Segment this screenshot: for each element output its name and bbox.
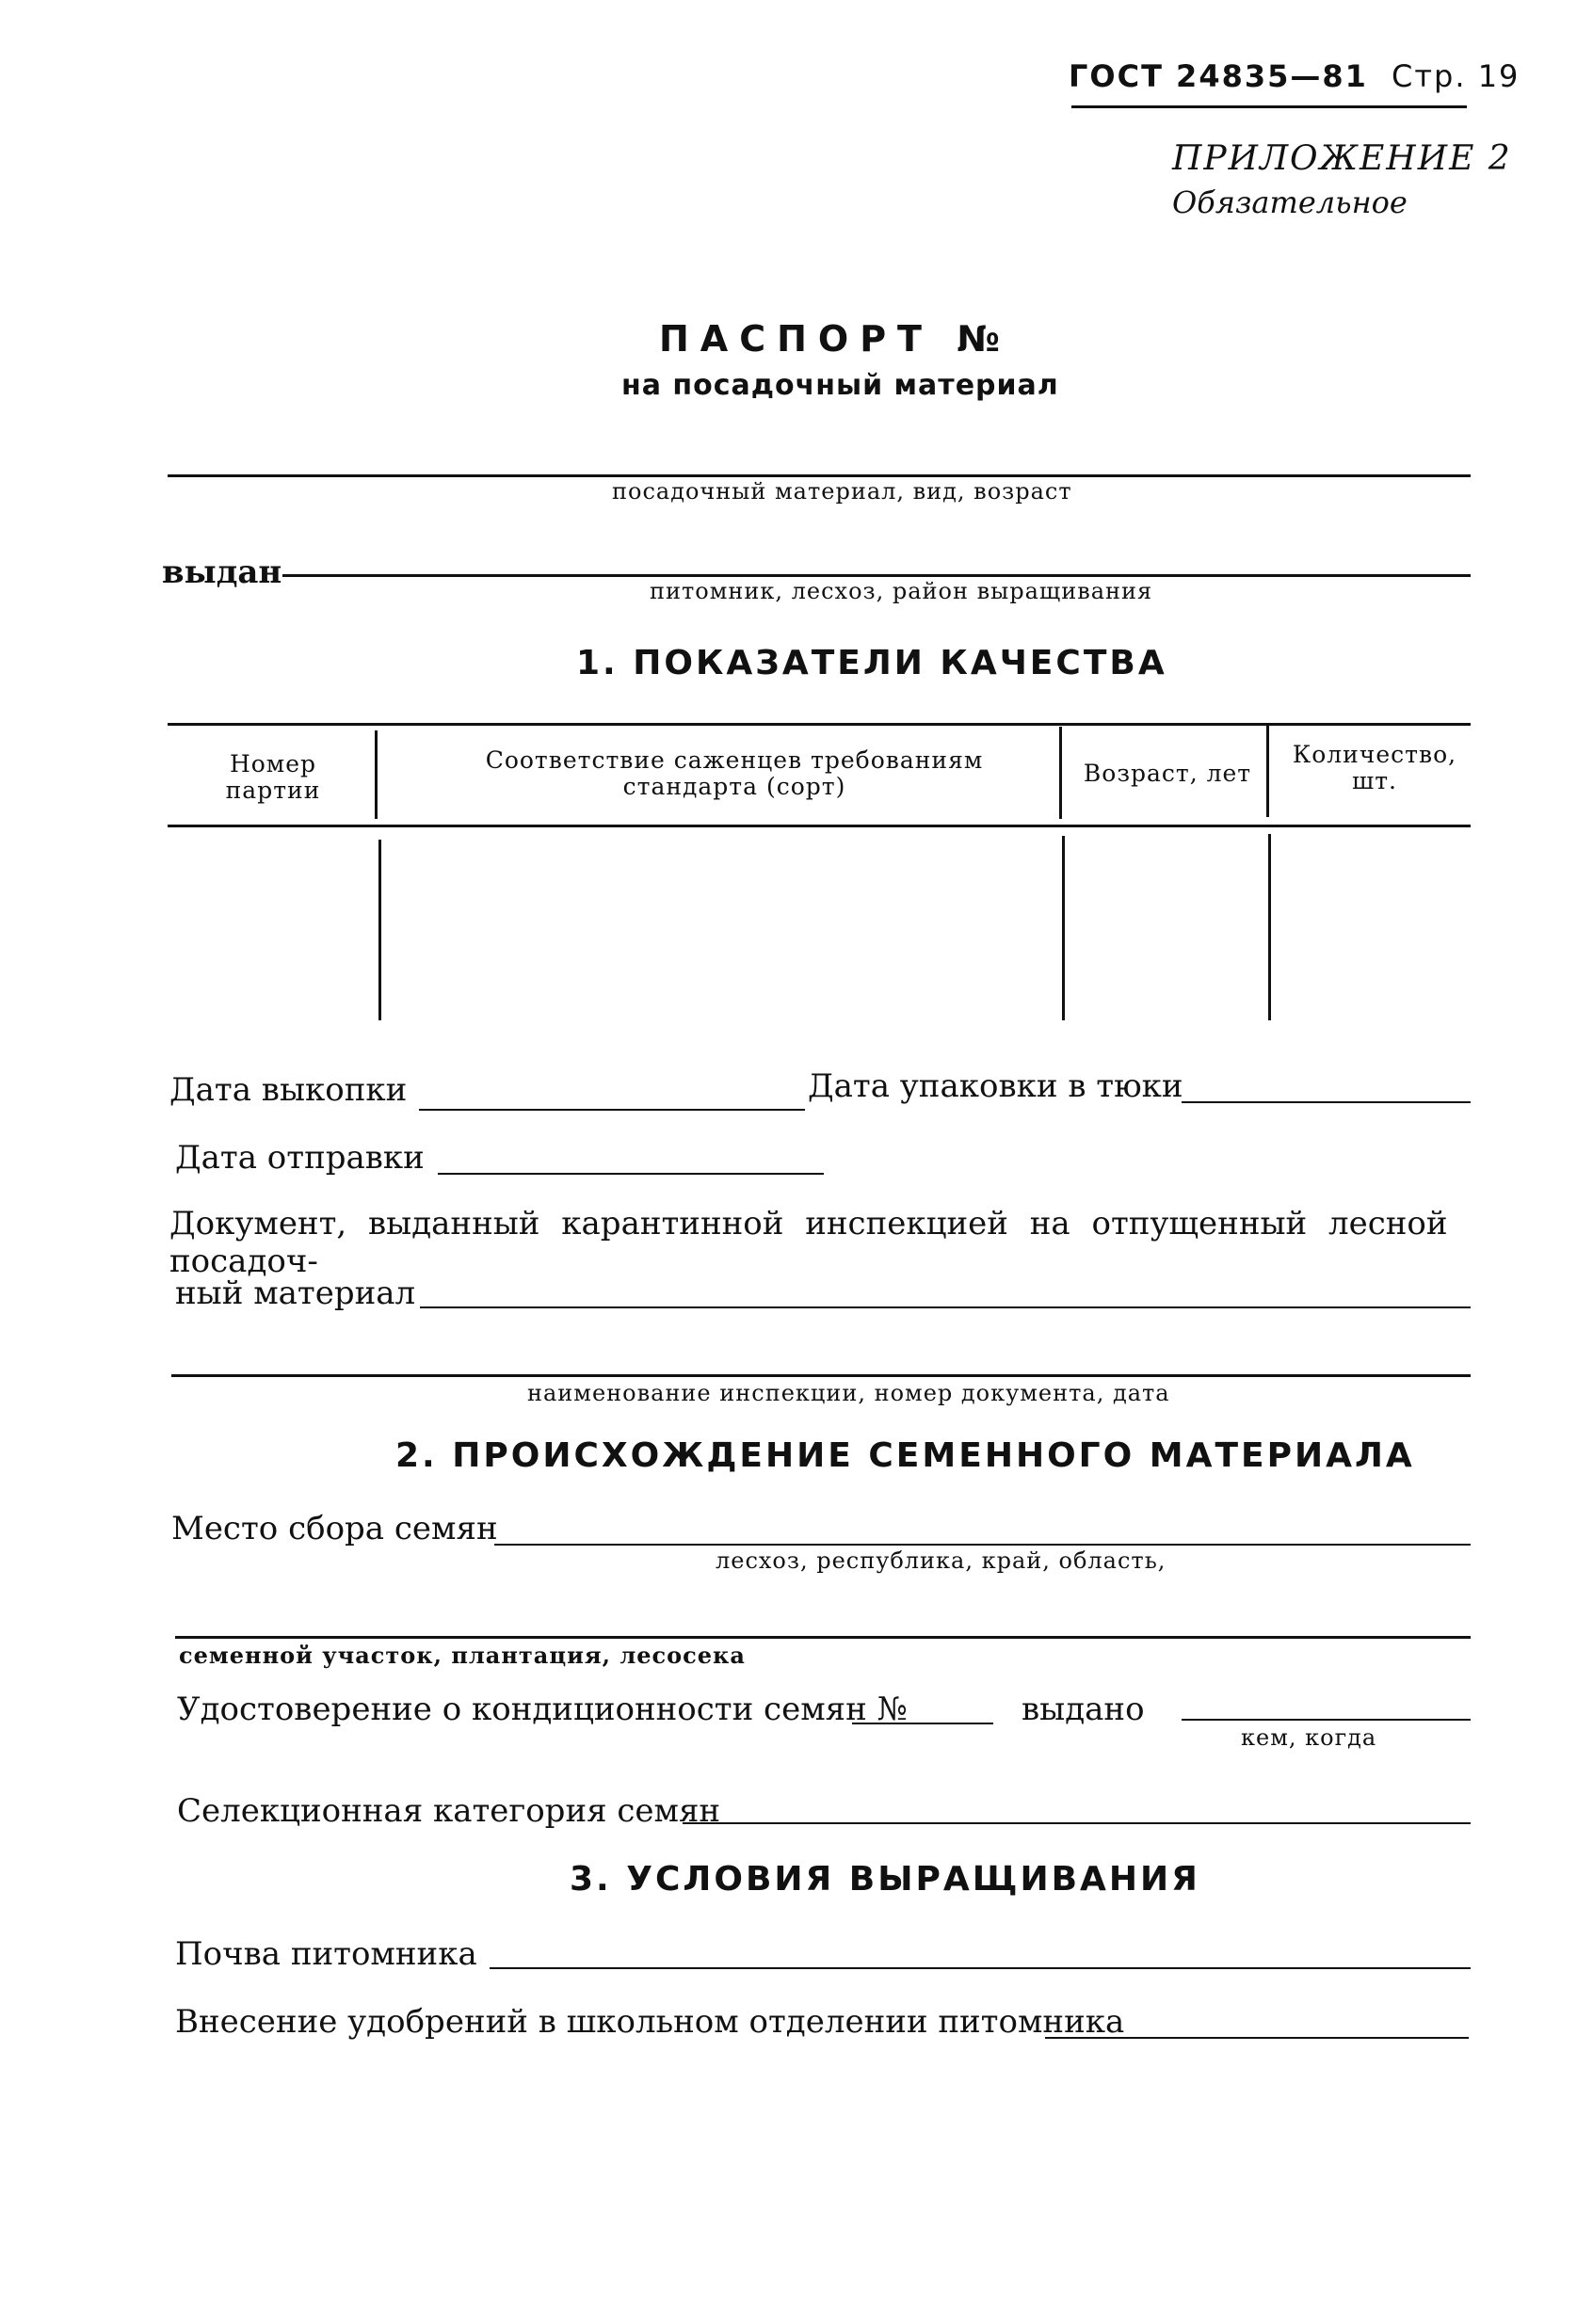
seed-plot-caption: семенной участок, плантация, лесосека xyxy=(179,1642,746,1669)
document-label-2: ный материал xyxy=(175,1274,416,1312)
fertilizer-line xyxy=(1045,2037,1469,2039)
ship-date-label: Дата отправки xyxy=(175,1139,425,1177)
certificate-issued-line xyxy=(1182,1719,1471,1721)
seed-place-line xyxy=(494,1544,1471,1546)
certificate-issued-label: выдано xyxy=(1022,1691,1145,1728)
appendix-title: ПРИЛОЖЕНИЕ 2 xyxy=(1172,139,1512,178)
seed-place-label: Место сбора семян xyxy=(171,1510,498,1547)
col-divider-2-body xyxy=(1062,836,1065,1020)
col-divider-3-body xyxy=(1268,834,1271,1020)
doc-code xyxy=(1069,58,1520,94)
col-divider-1-body xyxy=(378,840,381,1020)
col-header-conformity: Соответствие саженцев требованиям стандарта (сорт) xyxy=(485,746,984,800)
section1-title: 1. ПОКАЗАТЕЛИ КАЧЕСТВА xyxy=(576,644,1167,682)
table-header-rule xyxy=(168,825,1471,827)
passport-title: ПАСПОРТ № xyxy=(659,318,1011,360)
page-number: Стр. 19 xyxy=(1392,58,1521,94)
col-divider-1 xyxy=(375,730,378,819)
dig-date-line xyxy=(419,1109,805,1111)
selection-category-line xyxy=(683,1822,1471,1824)
header-rule xyxy=(1071,105,1467,108)
col-divider-3 xyxy=(1266,723,1269,817)
soil-line xyxy=(490,1967,1471,1969)
dig-date-label: Дата выкопки xyxy=(169,1071,408,1109)
certificate-number-line xyxy=(852,1723,993,1724)
appendix-note: Обязательное xyxy=(1172,184,1408,220)
document-label-1: Документ, выданный карантинной инспекцией на отпущенный лесной посадоч- xyxy=(169,1205,1448,1280)
material-caption: посадочный материал, вид, возраст xyxy=(612,478,1072,505)
passport-subtitle: на посадочный материал xyxy=(621,369,1059,402)
col-header-age: Возраст, лет xyxy=(1083,760,1252,787)
soil-label: Почва питомника xyxy=(175,1935,477,1973)
certificate-label: Удостоверение о кондиционности семян № xyxy=(177,1691,908,1728)
issued-caption: питомник, лесхоз, район выращивания xyxy=(650,578,1153,604)
selection-category-label: Селекционная категория семян xyxy=(177,1792,721,1830)
gost-number: ГОСТ 24835—81 xyxy=(1069,58,1368,94)
fertilizer-label: Внесение удобрений в школьном отделении питомника xyxy=(175,2003,1125,2041)
col-header-batch: Номер партии xyxy=(225,750,321,804)
table-top-rule xyxy=(168,723,1471,726)
inspection-line xyxy=(171,1374,1471,1377)
inspection-caption: наименование инспекции, номер документа, дата xyxy=(527,1380,1170,1406)
seed-place-caption: лесхоз, республика, край, область, xyxy=(716,1547,1167,1574)
material-line xyxy=(168,474,1471,477)
pack-date-line xyxy=(1182,1101,1471,1103)
ship-date-line xyxy=(438,1173,824,1175)
certificate-issued-caption: кем, когда xyxy=(1241,1724,1377,1751)
col-divider-2 xyxy=(1059,727,1062,819)
seed-plot-line xyxy=(175,1636,1471,1639)
section2-title: 2. ПРОИСХОЖДЕНИЕ СЕМЕННОГО МАТЕРИАЛА xyxy=(395,1436,1415,1475)
pack-date-label: Дата упаковки в тюки xyxy=(808,1067,1183,1105)
col-header-quantity: Количество, шт. xyxy=(1292,741,1457,794)
issued-label: выдан xyxy=(162,553,282,591)
issued-line xyxy=(282,574,1471,577)
document-line xyxy=(420,1306,1471,1308)
section3-title: 3. УСЛОВИЯ ВЫРАЩИВАНИЯ xyxy=(570,1860,1200,1899)
